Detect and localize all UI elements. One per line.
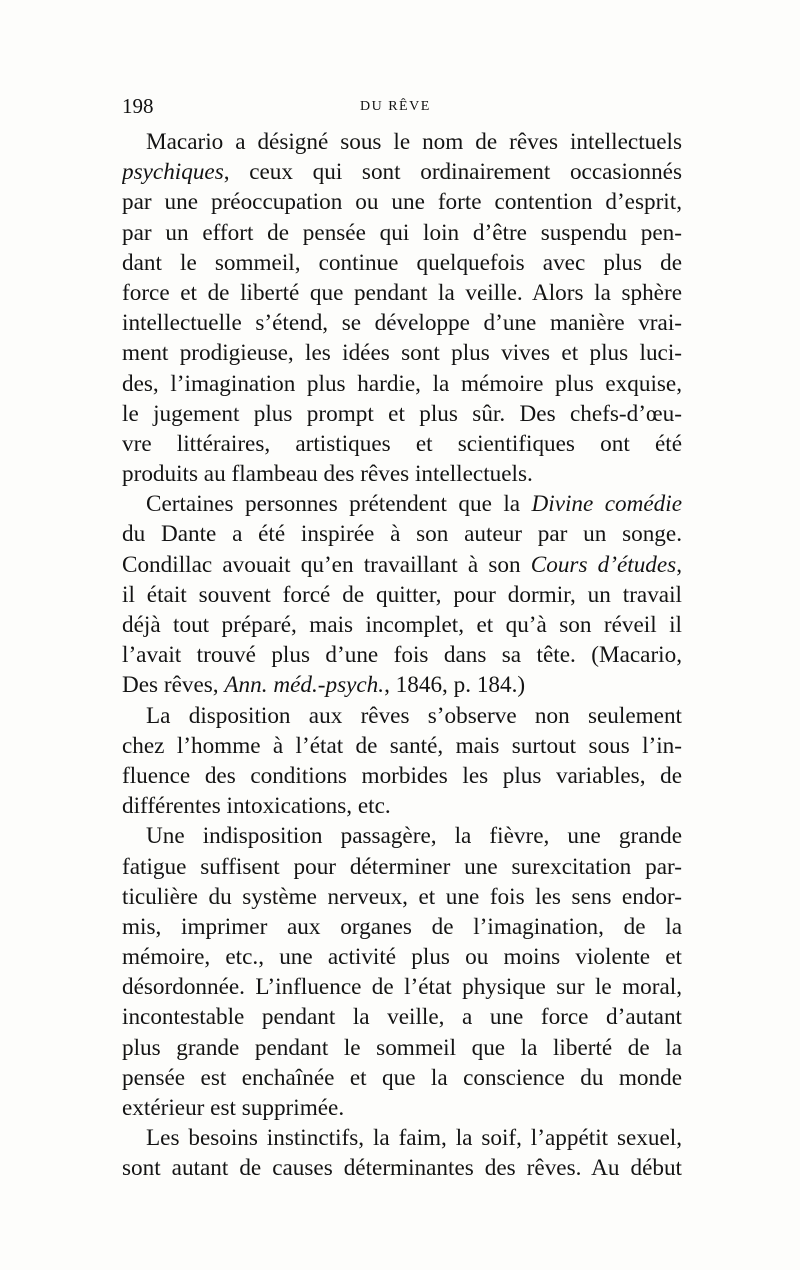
text-line bbox=[122, 550, 682, 580]
text-segment: Condillac avouait qu’en travaillant à son bbox=[122, 551, 531, 578]
text-segment: désordonnée. L’influence de l’état physique sur le moral, bbox=[122, 974, 682, 1001]
text-segment: par un effort de pensée qui loin d’être suspendu pen- bbox=[122, 219, 682, 246]
text-segment: Une indisposition passagère, la fièvre, une grande bbox=[146, 823, 682, 850]
text-segment: fluence des conditions morbides les plus variables, de bbox=[122, 762, 682, 789]
text-line bbox=[122, 1153, 682, 1183]
text-line bbox=[122, 429, 682, 459]
text-line bbox=[122, 157, 682, 187]
text-line bbox=[122, 218, 682, 248]
text-segment: des, l’imagination plus hardie, la mémoire plus exquise, bbox=[122, 370, 682, 397]
text-segment: ticulière du système nerveux, et une fois les sens endor- bbox=[122, 883, 682, 910]
text-segment: déjà tout préparé, mais incomplet, et qu’à son réveil il bbox=[122, 612, 682, 638]
text-segment: , bbox=[676, 551, 682, 578]
text-segment: dant le sommeil, continue quelquefois avec plus de bbox=[122, 249, 682, 276]
text-line bbox=[122, 278, 682, 308]
text-line bbox=[122, 308, 682, 338]
text-line bbox=[122, 610, 682, 640]
italic-text: Divine comédie bbox=[531, 491, 682, 518]
text-segment: fatigue suffisent pour déterminer une surexcitation par- bbox=[122, 853, 682, 880]
text-line bbox=[122, 821, 682, 851]
text-segment: Les besoins instinctifs, la faim, la soif, l’appétit sexuel, bbox=[146, 1125, 682, 1152]
text-line bbox=[122, 187, 682, 217]
text-line bbox=[122, 670, 682, 700]
text-line bbox=[122, 519, 682, 549]
text-line bbox=[122, 580, 682, 610]
text-segment: , 1846, p. 184.) bbox=[384, 672, 526, 699]
text-segment: Macario a désigné sous le nom de rêves intellectuels bbox=[146, 129, 682, 155]
text-line bbox=[122, 459, 682, 489]
text-segment: , ceux qui sont ordinairement occasionnés bbox=[223, 159, 682, 186]
text-segment: intellectuelle s’étend, se développe d’une manière vrai- bbox=[122, 310, 682, 337]
text-segment: l’avait trouvé plus d’une fois dans sa tête. (Macario, bbox=[122, 642, 682, 669]
text-line bbox=[122, 791, 682, 821]
text-segment: Certaines personnes prétendent que la bbox=[146, 491, 532, 518]
text-line bbox=[122, 1093, 682, 1123]
text-line bbox=[122, 761, 682, 791]
text-line bbox=[122, 1063, 682, 1093]
text-segment: plus grande pendant le sommeil que la liberté de la bbox=[122, 1034, 682, 1061]
page-number: 198 bbox=[122, 94, 154, 118]
text-line bbox=[122, 1123, 682, 1153]
text-segment: chez l’homme à l’état de santé, mais surtout sous l’in- bbox=[122, 732, 682, 759]
text-line bbox=[122, 338, 682, 368]
text-segment: mis, imprimer aux organes de l’imagination, de la bbox=[122, 913, 682, 940]
text-line bbox=[122, 731, 682, 761]
text-line bbox=[122, 399, 682, 429]
text-segment: pensée est enchaînée et que la conscience du monde bbox=[122, 1064, 682, 1091]
body-text bbox=[122, 127, 682, 1184]
text-line bbox=[122, 127, 682, 157]
text-segment: Des rêves, bbox=[122, 672, 225, 699]
text-line bbox=[122, 489, 682, 519]
text-segment: La disposition aux rêves s’observe non seulement bbox=[146, 702, 682, 729]
italic-text: Cours d’études bbox=[530, 551, 677, 578]
text-line bbox=[122, 248, 682, 278]
italic-text: psychiques bbox=[122, 159, 224, 186]
text-segment: incontestable pendant la veille, a une force d’autant bbox=[122, 1004, 682, 1031]
italic-text: Ann. méd.-psych. bbox=[224, 672, 385, 699]
text-segment: le jugement plus prompt et plus sûr. Des chefs-d’œu- bbox=[122, 400, 682, 427]
text-line bbox=[122, 942, 682, 972]
text-line bbox=[122, 882, 682, 912]
text-line bbox=[122, 701, 682, 731]
text-segment: extérieur est supprimée. bbox=[122, 1095, 345, 1121]
running-title: DU RÊVE bbox=[360, 99, 431, 114]
text-segment: il était souvent forcé de quitter, pour dormir, un travail bbox=[122, 581, 682, 608]
text-segment: vre littéraires, artistiques et scientifiques ont été bbox=[122, 430, 682, 457]
text-line bbox=[122, 912, 682, 942]
text-line bbox=[122, 640, 682, 670]
text-segment: force et de liberté que pendant la veille. Alors la sphère bbox=[122, 279, 682, 306]
text-segment: du Dante a été inspirée à son auteur par un songe. bbox=[122, 521, 682, 548]
text-line bbox=[122, 972, 682, 1002]
text-line bbox=[122, 852, 682, 882]
text-line bbox=[122, 1002, 682, 1032]
text-segment: par une préoccupation ou une forte contention d’esprit, bbox=[122, 189, 682, 216]
text-segment: produits au flambeau des rêves intellectuels. bbox=[122, 461, 533, 488]
text-segment: ment prodigieuse, les idées sont plus vives et plus luci- bbox=[122, 340, 682, 367]
text-segment: sont autant de causes déterminantes des rêves. Au début bbox=[122, 1155, 682, 1182]
text-segment: mémoire, etc., une activité plus ou moins violente et bbox=[122, 944, 682, 971]
text-line bbox=[122, 1033, 682, 1063]
running-head bbox=[122, 94, 682, 120]
text-segment: différentes intoxications, etc. bbox=[122, 793, 391, 820]
text-line bbox=[122, 369, 682, 399]
